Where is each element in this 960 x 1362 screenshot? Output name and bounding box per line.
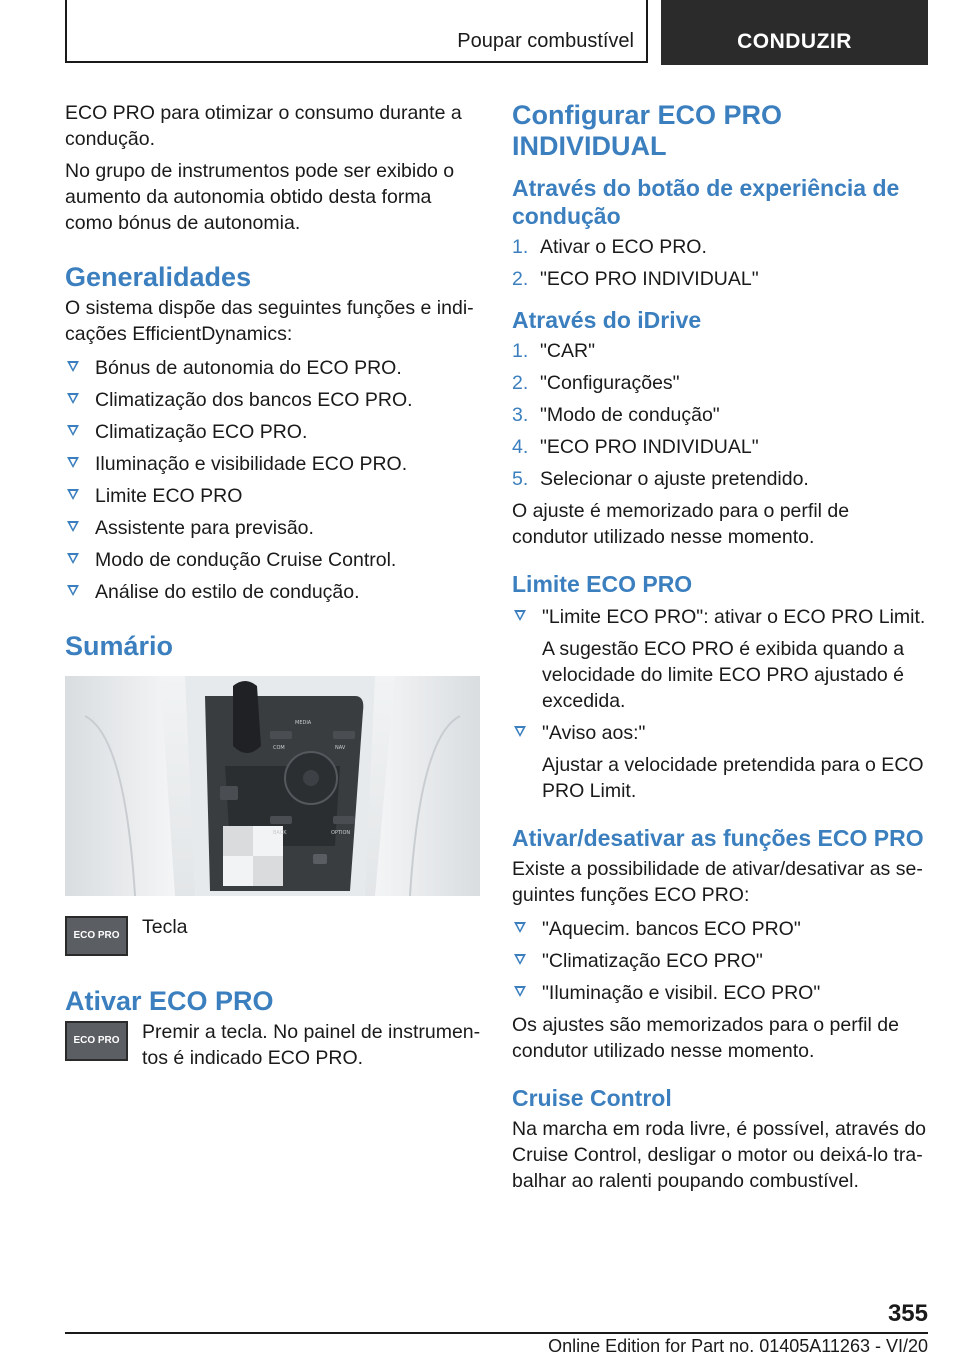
photo-button-label: OPTION bbox=[331, 830, 351, 836]
heading-idrive: Através do iDrive bbox=[512, 307, 702, 333]
chapter-tab bbox=[661, 0, 928, 65]
limit-list bbox=[512, 604, 928, 630]
activate-text: Premir a tecla. No painel de instrumentos é indicado ECO PRO. bbox=[142, 1021, 481, 1069]
photo-button-label: NAV bbox=[335, 745, 346, 751]
idrive-text: O ajuste é memorizado para o perfil de condutor utilizado nesse momento. bbox=[512, 500, 850, 548]
heading-generalidades: Generalidades bbox=[65, 262, 252, 292]
footer-divider bbox=[65, 1332, 928, 1334]
list-item: "Iluminação e visibil. ECO PRO" bbox=[512, 980, 928, 1006]
list-item: Bónus de autonomia do ECO PRO. bbox=[65, 355, 480, 381]
cruise-text: Na marcha em roda livre, é possível, através do Cruise Control, desligar o motor ou deixá-lo trabalhar ao ralenti poupando combustível. bbox=[512, 1118, 927, 1192]
list-item: Assistente para previsão. bbox=[65, 515, 480, 541]
photo-button-label: MEDIA bbox=[295, 720, 312, 726]
step-item: 1. "CAR" bbox=[512, 340, 596, 362]
triangle-bullet-icon bbox=[67, 393, 79, 404]
photo-button-label: BACK bbox=[273, 830, 287, 836]
key-caption: Tecla bbox=[142, 916, 188, 938]
page-number: 355 bbox=[887, 1300, 928, 1327]
list-item: Iluminação e visibilidade ECO PRO. bbox=[65, 451, 480, 477]
step-item: 3. "Modo de condução" bbox=[512, 404, 720, 426]
heading-botao: Através do botão de experiência de condução bbox=[512, 175, 900, 229]
step-item: 4. "ECO PRO INDIVIDUAL" bbox=[512, 436, 759, 458]
intro-paragraph-1: ECO PRO para otimizar o consumo durante a condução. bbox=[65, 102, 462, 150]
heading-ativar-eco-pro: Ativar ECO PRO bbox=[65, 986, 274, 1016]
heading-sumario: Sumário bbox=[65, 631, 174, 661]
list-item: "Aviso aos:" bbox=[512, 720, 928, 746]
triangle-bullet-icon bbox=[514, 726, 526, 737]
triangle-bullet-icon bbox=[514, 954, 526, 965]
list-item: Climatização dos bancos ECO PRO. bbox=[65, 387, 480, 413]
list-item: Limite ECO PRO bbox=[65, 483, 480, 509]
eco-pro-key-icon: ECO PRO bbox=[65, 1021, 128, 1061]
toggle-text: Existe a possibilidade de ativar/desativar as seguintes funções ECO PRO: bbox=[512, 858, 923, 906]
right-column bbox=[512, 100, 928, 1200]
photo-button-label: COM bbox=[273, 745, 285, 751]
triangle-bullet-icon bbox=[67, 489, 79, 500]
list-item: "Aquecim. bancos ECO PRO" bbox=[512, 916, 928, 942]
page-header bbox=[65, 0, 928, 65]
heading-limite: Limite ECO PRO bbox=[512, 571, 693, 597]
limit-sub-text-2: Ajustar a velocidade pretendida para o ECO PRO Limit. bbox=[542, 754, 924, 802]
step-item: 2. "ECO PRO INDIVIDUAL" bbox=[512, 268, 759, 290]
chapter-title: CONDUZIR bbox=[737, 30, 852, 53]
triangle-bullet-icon bbox=[514, 922, 526, 933]
step-item: 1. Ativar o ECO PRO. bbox=[512, 236, 707, 258]
button-steps bbox=[512, 234, 928, 292]
edition-text: Online Edition for Part no. 01405A11263 - VI/20 bbox=[548, 1336, 928, 1356]
list-item: Análise do estilo de condução. bbox=[65, 579, 480, 605]
center-console-photo bbox=[65, 676, 480, 896]
eco-pro-key-icon: ECO PRO bbox=[65, 916, 128, 956]
list-item: "Climatização ECO PRO" bbox=[512, 948, 928, 974]
general-text: O sistema dispõe das seguintes funções e indicações EfficientDynamics: bbox=[65, 297, 474, 345]
step-item: 2. "Configurações" bbox=[512, 372, 680, 394]
section-tab bbox=[65, 0, 648, 63]
list-item: "Limite ECO PRO": ativar o ECO PRO Limit. bbox=[512, 604, 928, 630]
toggle-list bbox=[512, 916, 928, 1006]
intro-paragraph-2: No grupo de instrumentos pode ser exibido o aumento da autonomia obtido desta forma como bónus de autonomia. bbox=[65, 160, 455, 234]
key-row-ativar bbox=[65, 1021, 480, 1077]
triangle-bullet-icon bbox=[67, 457, 79, 468]
triangle-bullet-icon bbox=[67, 425, 79, 436]
triangle-bullet-icon bbox=[67, 361, 79, 372]
toggle-note: Os ajustes são memorizados para o perfil de condutor utilizado nesse momento. bbox=[512, 1014, 899, 1062]
step-item: 5. Selecionar o ajuste pretendido. bbox=[512, 468, 809, 490]
limit-list-2 bbox=[512, 720, 928, 746]
page-footer bbox=[65, 1300, 928, 1362]
general-list bbox=[65, 355, 480, 605]
list-item: Climatização ECO PRO. bbox=[65, 419, 480, 445]
idrive-steps bbox=[512, 338, 928, 492]
heading-configurar: Configurar ECO PRO INDIVIDUAL bbox=[512, 100, 783, 161]
limit-sub-text-1: A sugestão ECO PRO é exibida quando a velocidade do limite ECO PRO ajustado é excedida. bbox=[542, 638, 905, 712]
heading-ativar-desativar: Ativar/desativar as funções ECO PRO bbox=[512, 825, 924, 851]
triangle-bullet-icon bbox=[514, 986, 526, 997]
triangle-bullet-icon bbox=[67, 585, 79, 596]
triangle-bullet-icon bbox=[67, 553, 79, 564]
left-column bbox=[65, 100, 480, 1077]
key-row-tecla bbox=[65, 916, 480, 960]
heading-cruise-control: Cruise Control bbox=[512, 1085, 672, 1111]
triangle-bullet-icon bbox=[67, 521, 79, 532]
list-item: Modo de condução Cruise Control. bbox=[65, 547, 480, 573]
triangle-bullet-icon bbox=[514, 610, 526, 621]
section-title: Poupar combustível bbox=[457, 30, 634, 52]
center-console-illustration bbox=[65, 676, 480, 896]
